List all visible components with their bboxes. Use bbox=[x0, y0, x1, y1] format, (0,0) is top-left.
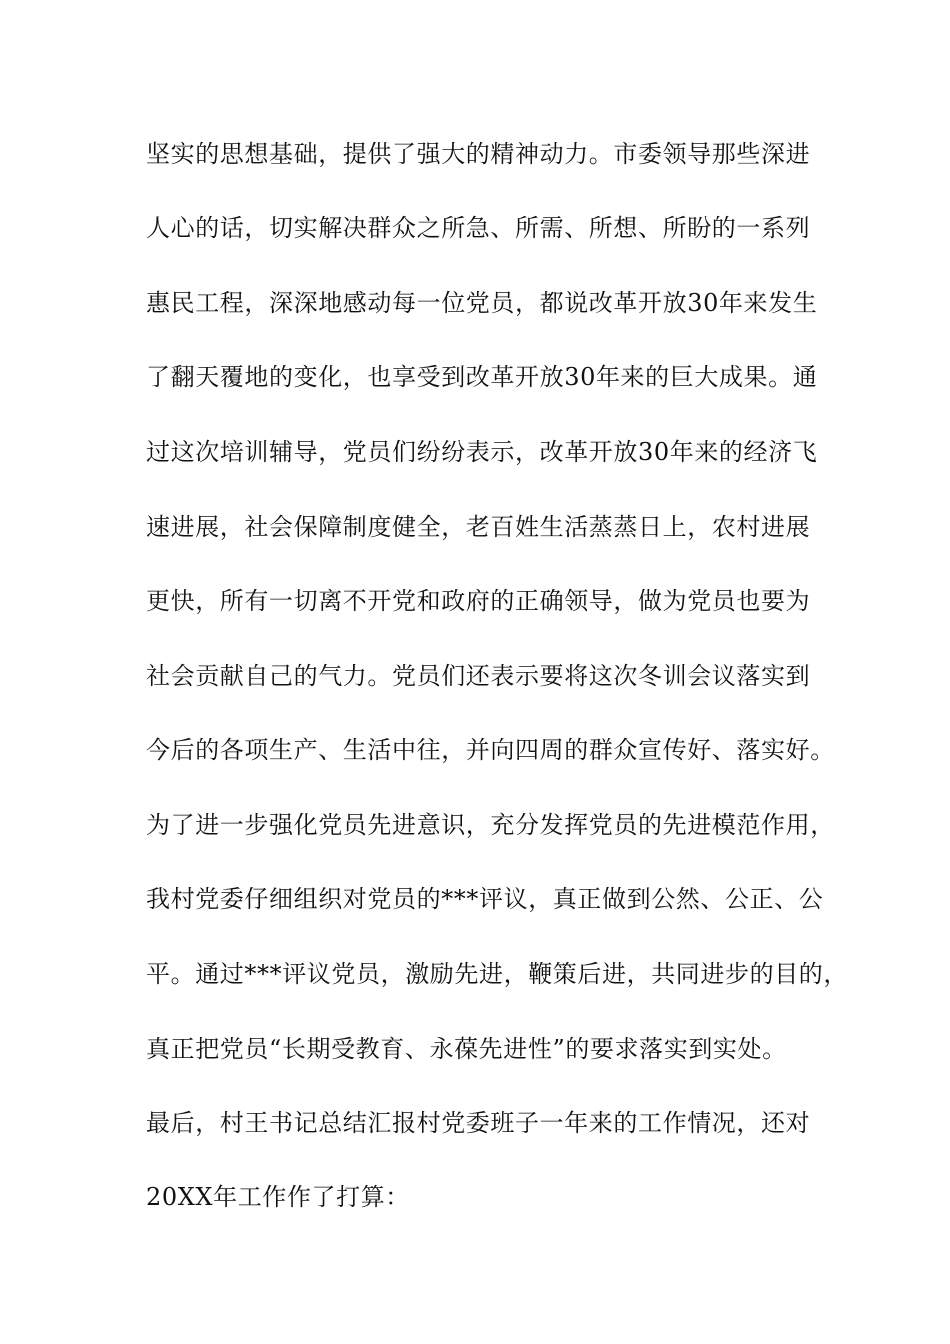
text-line-13: 真正把党员“长期受教育、永葆先进性”的要求落实到实处。 bbox=[146, 1035, 787, 1063]
text-line-4: 了翻天覆地的变化，也享受到改革开放30年来的巨大成果。通 bbox=[146, 363, 818, 391]
text-line-12: 平。通过***评议党员，激励先进，鞭策后进，共同进步的目的， bbox=[146, 960, 848, 988]
text-line-15: 20XX年工作作了打算： bbox=[146, 1183, 410, 1211]
text-line-8: 社会贡献自己的气力。党员们还表示要将这次冬训会议落实到 bbox=[146, 662, 811, 690]
text-line-1: 坚实的思想基础，提供了强大的精神动力。市委领导那些深进 bbox=[146, 140, 811, 168]
text-line-3: 惠民工程，深深地感动每一位党员，都说改革开放30年来发生 bbox=[146, 289, 818, 317]
text-line-9: 今后的各项生产、生活中往，并向四周的群众宣传好、落实好。 bbox=[146, 736, 835, 764]
text-line-10: 为了进一步强化党员先进意识，充分发挥党员的先进模范作用， bbox=[146, 811, 835, 839]
text-line-2: 人心的话，切实解决群众之所急、所需、所想、所盼的一系列 bbox=[146, 214, 811, 242]
text-line-11: 我村党委仔细组织对党员的***评议，真正做到公然、公正、公 bbox=[146, 885, 824, 913]
text-line-6: 速进展，社会保障制度健全，老百姓生活蒸蒸日上，农村进展 bbox=[146, 513, 811, 541]
text-line-5: 过这次培训辅导，党员们纷纷表示，改革开放30年来的经济飞 bbox=[146, 438, 818, 466]
text-line-14: 最后，村王书记总结汇报村党委班子一年来的工作情况，还对 bbox=[146, 1109, 811, 1137]
text-line-7: 更快，所有一切离不开党和政府的正确领导，做为党员也要为 bbox=[146, 587, 811, 615]
